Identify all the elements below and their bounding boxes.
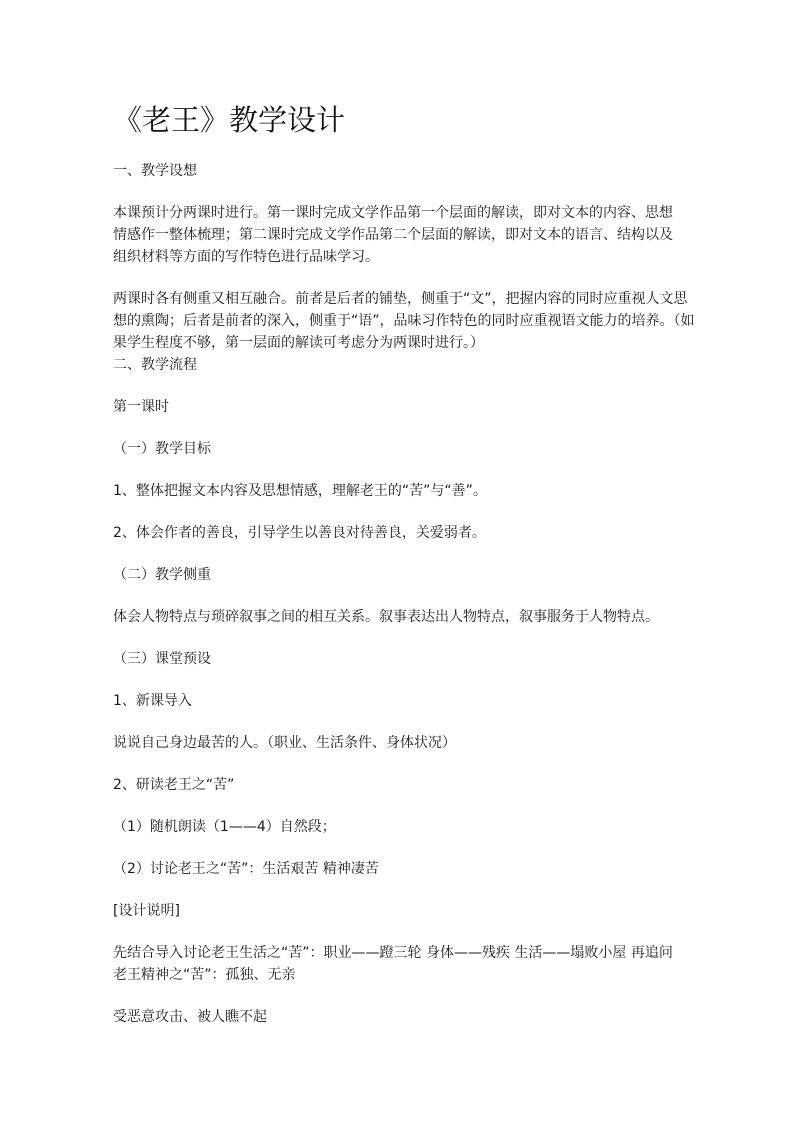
paragraph-line: 组织材料等方面的写作特色进行品味学习。: [113, 249, 379, 265]
subsection-heading: （三）课堂预设: [113, 651, 211, 667]
list-item: 1、新课导入: [113, 693, 192, 709]
subsection-heading: 第一课时: [113, 399, 169, 415]
list-item: （1）随机朗读（1——4）自然段；: [113, 819, 336, 835]
subsection-heading: （一）教学目标: [113, 441, 211, 457]
paragraph-line: 想的熏陶；后者是前者的深入，侧重于“语”，品味习作特色的同时应重视语文能力的培养。（如: [113, 313, 695, 329]
section-heading: 二、教学流程: [113, 357, 197, 373]
paragraph-line: 本课预计分两课时进行。第一课时完成文学作品第一个层面的解读，即对文本的内容、思想: [113, 205, 673, 221]
subsection-heading: （二）教学侧重: [113, 567, 211, 583]
document-title: 《老王》教学设计: [113, 103, 346, 137]
paragraph-line: 两课时各有侧重又相互融合。前者是后者的铺垫，侧重于“文”，把握内容的同时应重视人文思: [113, 291, 688, 307]
list-item: 1、整体把握文本内容及思想情感，理解老王的“苦”与“善”。: [113, 483, 487, 499]
list-item: 2、研读老王之“苦”: [113, 777, 235, 793]
paragraph-line: 说说自己身边最苦的人。（职业、生活条件、身体状况）: [113, 735, 456, 751]
design-note-label: [设计说明]: [113, 903, 180, 919]
section-heading: 一、教学设想: [113, 163, 197, 179]
paragraph-line: 先结合导入讨论老王生活之“苦”：职业——蹬三轮 身体——残疾 生活——塌败小屋 再追问: [113, 945, 673, 961]
paragraph-line: 情感作一整体梳理；第二课时完成文学作品第二个层面的解读，即对文本的语言、结构以及: [113, 227, 673, 243]
paragraph-line: 老王精神之“苦”：孤独、无亲: [113, 967, 296, 983]
paragraph-line: 体会人物特点与琐碎叙事之间的相互关系。叙事表达出人物特点，叙事服务于人物特点。: [113, 609, 659, 625]
list-item: 2、体会作者的善良，引导学生以善良对待善良，关爱弱者。: [113, 525, 486, 541]
paragraph-line: 受恶意攻击、被人瞧不起: [113, 1009, 267, 1025]
list-item: （2）讨论老王之“苦”：生活艰苦 精神凄苦: [113, 861, 379, 877]
paragraph-line: 果学生程度不够，第一层面的解读可考虑分为两课时进行。）: [113, 335, 484, 351]
